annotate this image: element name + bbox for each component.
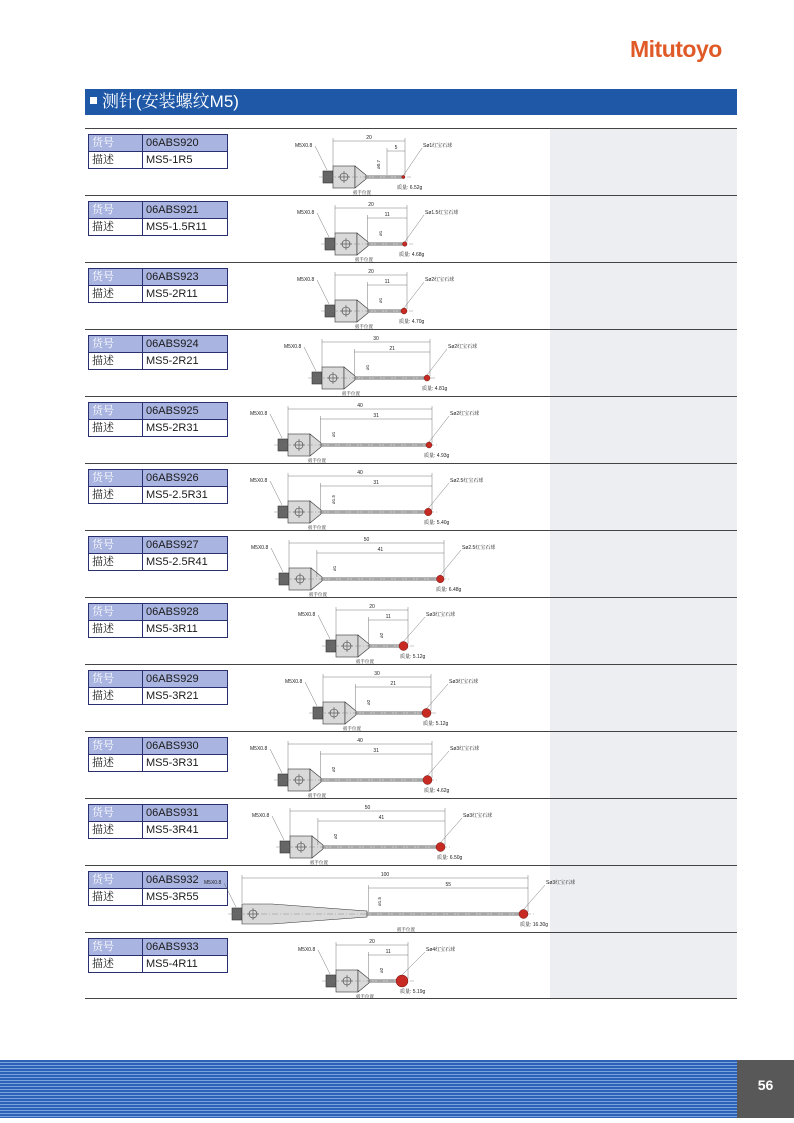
dim-len2-label: 41 <box>378 815 385 821</box>
desc-label: 描述 <box>89 219 143 235</box>
product-info-box <box>88 335 228 370</box>
thread-stub <box>312 372 322 384</box>
mass-label: 质量: 16.30g <box>520 922 549 928</box>
product-desc: MS5-2R31 <box>146 422 199 434</box>
dim-len2-label: 11 <box>385 949 391 955</box>
product-desc: MS5-1R5 <box>146 154 193 166</box>
body-crosshair-icon <box>342 307 350 315</box>
ball-leader <box>427 684 449 709</box>
desc-label: 描述 <box>89 554 143 570</box>
ball-label: Sø2.5红宝石球 <box>450 478 484 484</box>
product-row <box>85 463 737 530</box>
stylus-stem <box>367 913 524 915</box>
body-crosshair-icon <box>297 843 305 851</box>
product-desc: MS5-2.5R41 <box>146 556 208 568</box>
dim-total-label: 50 <box>363 537 370 543</box>
product-code: 06ABS925 <box>146 405 199 417</box>
thread-stub <box>278 774 288 786</box>
ball-leader <box>403 148 422 175</box>
thread-label: M5X0.8 <box>250 746 268 752</box>
product-row <box>85 597 737 664</box>
stem-diameter-label: ø2 <box>379 632 384 638</box>
ball-label: Sø3红宝石球 <box>463 813 493 819</box>
code-label: 货号 <box>89 604 143 620</box>
thread-label: M5X0.8 <box>204 880 222 886</box>
stylus-stem <box>369 645 404 647</box>
product-code: 06ABS932 <box>146 874 199 886</box>
footer-stripes <box>0 1060 737 1118</box>
desc-label: 描述 <box>89 152 143 168</box>
thread-stub <box>326 975 336 987</box>
thread-leader <box>270 749 282 773</box>
ball-label: Sø3红宝石球 <box>449 679 479 685</box>
product-info-box <box>88 268 228 303</box>
desc-label: 描述 <box>89 286 143 302</box>
mass-label: 质量: 4.70g <box>399 319 425 325</box>
desc-label: 描述 <box>89 688 143 704</box>
spanner-label: 扳手位置 <box>342 391 360 396</box>
product-desc: MS5-2.5R31 <box>146 489 208 501</box>
stylus-taper <box>310 434 321 456</box>
ball-label: Sø2红宝石球 <box>448 344 478 350</box>
ball-label: Sø3红宝石球 <box>450 746 480 752</box>
body-crosshair-icon <box>343 642 351 650</box>
stylus-stem <box>355 377 427 379</box>
code-label: 货号 <box>89 269 143 285</box>
stylus-stem <box>356 712 427 714</box>
stylus-taper <box>310 501 321 523</box>
ball-leader <box>524 885 546 910</box>
stylus-body <box>336 635 358 657</box>
body-crosshair-icon <box>295 508 303 516</box>
thread-stub <box>278 506 288 518</box>
product-desc: MS5-4R11 <box>146 958 198 970</box>
mass-label: 质量: 6.50g <box>437 855 463 861</box>
thread-leader <box>318 950 330 974</box>
code-label: 货号 <box>89 135 143 151</box>
ball-leader <box>429 416 449 442</box>
product-code: 06ABS920 <box>146 137 199 149</box>
ruby-ball <box>399 642 408 651</box>
desc-label: 描述 <box>89 755 143 771</box>
dim-total-label: 20 <box>368 202 374 208</box>
notes-column <box>550 732 737 798</box>
stem-diameter-label: ø2 <box>331 766 336 772</box>
spanner-label: 扳手位置 <box>310 860 328 865</box>
stylus-stem <box>368 310 404 312</box>
product-row <box>85 329 737 396</box>
dim-total-label: 50 <box>364 805 371 811</box>
product-row <box>85 530 737 597</box>
desc-label: 描述 <box>89 956 143 972</box>
ruby-ball <box>425 508 433 516</box>
mass-label: 质量: 5.12g <box>400 654 426 660</box>
thread-leader <box>271 548 283 572</box>
product-row <box>85 128 737 195</box>
thread-label: M5X0.8 <box>298 612 316 618</box>
code-label: 货号 <box>89 805 143 821</box>
mass-label: 质量: 5.12g <box>423 721 449 727</box>
thread-stub <box>325 305 335 317</box>
stylus-stem <box>368 243 405 245</box>
stylus-stem <box>323 846 441 848</box>
stylus-body <box>289 568 311 590</box>
thread-stub <box>323 171 333 183</box>
thread-label: M5X0.8 <box>298 947 316 953</box>
desc-label: 描述 <box>89 487 143 503</box>
body-crosshair-icon <box>340 173 348 181</box>
ball-label: Sø2.5红宝石球 <box>462 545 496 551</box>
thread-leader <box>318 615 330 639</box>
product-desc: MS5-3R31 <box>146 757 199 769</box>
ball-leader <box>404 617 426 642</box>
stylus-body <box>288 434 310 456</box>
thread-leader <box>272 816 284 840</box>
dim-total-label: 20 <box>366 135 372 141</box>
product-code: 06ABS924 <box>146 338 199 350</box>
body-crosshair-icon <box>296 575 304 583</box>
product-info-box <box>88 670 228 705</box>
ruby-ball <box>424 375 430 381</box>
thread-label: M5X0.8 <box>295 143 313 149</box>
spanner-label: 扳手位置 <box>356 994 374 998</box>
stylus-body <box>288 501 310 523</box>
dim-total-label: 40 <box>357 403 363 409</box>
dim-len2-label: 11 <box>385 614 391 620</box>
code-label: 货号 <box>89 537 143 553</box>
body-crosshair-icon <box>295 776 303 784</box>
notes-column <box>550 330 737 396</box>
product-info-box <box>88 938 228 973</box>
spanner-label: 扳手位置 <box>353 190 371 195</box>
ball-label: Sø3红宝石球 <box>426 612 456 618</box>
thread-stub <box>278 439 288 451</box>
thread-stub <box>279 573 289 585</box>
product-code: 06ABS927 <box>146 539 199 551</box>
stem-diameter-label: ø1.5 <box>377 896 382 906</box>
ruby-ball <box>519 910 528 919</box>
stem-diameter-label: ø1 <box>378 297 383 303</box>
body-crosshair-icon <box>249 910 257 918</box>
thread-label: M5X0.8 <box>250 411 268 417</box>
spanner-label: 扳手位置 <box>397 927 415 932</box>
product-row <box>85 664 737 731</box>
ball-leader <box>402 952 425 975</box>
product-desc: MS5-3R41 <box>146 824 199 836</box>
notes-column <box>550 531 737 597</box>
stem-diameter-label: ø2 <box>366 699 371 705</box>
ball-leader <box>405 215 424 242</box>
ruby-ball <box>402 175 405 178</box>
product-row <box>85 932 737 999</box>
spanner-label: 扳手位置 <box>356 659 374 664</box>
notes-column <box>550 464 737 530</box>
ball-label: Sø1.5红宝石球 <box>425 210 459 216</box>
product-code: 06ABS923 <box>146 271 199 283</box>
mass-label: 质量: 5.40g <box>424 520 450 526</box>
stylus-body <box>336 970 358 992</box>
ruby-ball <box>423 776 432 785</box>
product-info-box <box>88 469 228 504</box>
stylus-taper <box>358 635 369 657</box>
mass-label: 质量: 5.19g <box>400 989 426 995</box>
body-crosshair-icon <box>295 441 303 449</box>
product-desc: MS5-3R11 <box>146 623 198 635</box>
notes-column <box>550 129 737 195</box>
code-label: 货号 <box>89 872 143 888</box>
product-desc: MS5-3R55 <box>146 891 199 903</box>
desc-label: 描述 <box>89 621 143 637</box>
notes-column <box>550 196 737 262</box>
square-bullet-icon <box>90 97 97 104</box>
stylus-taper <box>355 166 366 188</box>
ball-leader <box>427 349 447 375</box>
spanner-label: 扳手位置 <box>308 793 326 798</box>
code-label: 货号 <box>89 403 143 419</box>
stem-diameter-label: ø1 <box>332 565 337 571</box>
thread-label: M5X0.8 <box>285 679 303 685</box>
thread-stub <box>325 238 335 250</box>
thread-label: M5X0.8 <box>297 210 315 216</box>
brand-logo: Mitutoyo <box>630 36 722 62</box>
ruby-ball <box>422 709 431 718</box>
product-row <box>85 396 737 463</box>
code-label: 货号 <box>89 939 143 955</box>
notes-column <box>550 799 737 865</box>
product-desc: MS5-1.5R11 <box>146 221 207 233</box>
body-crosshair-icon <box>342 240 350 248</box>
product-info-box <box>88 804 228 839</box>
notes-column <box>550 397 737 463</box>
ball-leader <box>404 282 424 308</box>
code-label: 货号 <box>89 202 143 218</box>
spanner-label: 扳手位置 <box>309 592 327 597</box>
desc-label: 描述 <box>89 822 143 838</box>
mass-label: 质量: 4.68g <box>399 252 425 258</box>
thread-stub <box>232 908 242 920</box>
ball-label: Sø2红宝石球 <box>450 411 480 417</box>
notes-column <box>550 598 737 664</box>
product-desc: MS5-2R21 <box>146 355 199 367</box>
dim-total-label: 20 <box>369 604 375 610</box>
product-row <box>85 865 737 932</box>
stylus-stem <box>366 176 404 178</box>
code-label: 货号 <box>89 671 143 687</box>
stylus-body <box>322 367 344 389</box>
dim-total-label: 30 <box>373 336 379 342</box>
thread-stub <box>280 841 290 853</box>
stylus-taper <box>312 836 323 858</box>
ball-leader <box>428 483 449 508</box>
ball-label: Sø2红宝石球 <box>425 277 455 283</box>
notes-column <box>550 933 737 998</box>
thread-label: M5X0.8 <box>297 277 315 283</box>
stylus-body <box>242 904 367 924</box>
thread-leader <box>270 481 282 505</box>
thread-leader <box>305 682 317 706</box>
product-info-box <box>88 871 228 906</box>
ruby-ball <box>426 442 432 448</box>
stylus-body <box>290 836 312 858</box>
product-code: 06ABS929 <box>146 673 199 685</box>
body-crosshair-icon <box>343 977 351 985</box>
dim-total-label: 30 <box>374 671 380 677</box>
mass-label: 质量: 4.62g <box>424 788 450 794</box>
code-label: 货号 <box>89 738 143 754</box>
dim-total-label: 20 <box>369 939 375 945</box>
desc-label: 描述 <box>89 889 143 905</box>
stylus-stem <box>369 980 402 982</box>
dim-len2-label: 21 <box>389 346 395 352</box>
thread-leader <box>270 414 282 438</box>
product-info-box <box>88 737 228 772</box>
stem-diameter-label: ø1 <box>378 230 383 236</box>
ball-label: Sø3红宝石球 <box>546 880 576 886</box>
desc-label: 描述 <box>89 420 143 436</box>
thread-label: M5X0.8 <box>252 813 270 819</box>
thread-label: M5X0.8 <box>250 478 268 484</box>
product-desc: MS5-2R11 <box>146 288 198 300</box>
stylus-body <box>335 300 357 322</box>
product-row <box>85 195 737 262</box>
thread-label: M5X0.8 <box>284 344 302 350</box>
notes-column <box>550 665 737 731</box>
code-label: 货号 <box>89 336 143 352</box>
dim-len2-label: 31 <box>373 480 379 486</box>
mass-label: 质量: 4.81g <box>422 386 448 392</box>
spanner-label: 扳手位置 <box>343 726 361 731</box>
code-label: 货号 <box>89 470 143 486</box>
product-info-box <box>88 402 228 437</box>
product-desc: MS5-3R21 <box>146 690 199 702</box>
ball-leader <box>441 818 463 843</box>
stylus-taper <box>311 568 322 590</box>
dim-len2-label: 55 <box>445 882 452 888</box>
stylus-stem <box>321 444 429 446</box>
stem-diameter-label: ø2 <box>333 833 338 839</box>
ruby-ball <box>396 975 408 987</box>
product-info-box <box>88 603 228 638</box>
ball-leader <box>440 550 461 575</box>
spanner-label: 扳手位置 <box>355 324 373 329</box>
spanner-label: 扳手位置 <box>308 458 326 463</box>
section-title: 测针(安装螺纹M5) <box>102 92 239 111</box>
product-info-box <box>88 201 228 236</box>
product-code: 06ABS931 <box>146 807 199 819</box>
notes-column <box>550 866 737 932</box>
ruby-ball <box>403 242 408 247</box>
dim-total-label: 100 <box>380 872 390 878</box>
thread-stub <box>313 707 323 719</box>
dim-total-label: 40 <box>357 738 363 744</box>
product-code: 06ABS933 <box>146 941 199 953</box>
dim-len2-label: 41 <box>377 547 384 553</box>
ball-label: Sø4红宝石球 <box>426 947 456 953</box>
mass-label: 质量: 4.93g <box>424 453 450 459</box>
spanner-label: 扳手位置 <box>355 257 373 262</box>
product-code: 06ABS928 <box>146 606 199 618</box>
stylus-taper <box>344 367 355 389</box>
thread-leader <box>317 280 329 304</box>
thread-leader <box>304 347 316 371</box>
stylus-body <box>335 233 357 255</box>
notes-column <box>550 263 737 329</box>
thread-leader <box>317 213 329 237</box>
body-crosshair-icon <box>329 374 337 382</box>
product-info-box <box>88 134 228 169</box>
stylus-taper <box>358 970 369 992</box>
dim-total-label: 20 <box>368 269 374 275</box>
stylus-body <box>288 769 310 791</box>
stylus-body <box>323 702 345 724</box>
stylus-taper <box>357 300 368 322</box>
stem-diameter-label: ø2 <box>379 967 384 973</box>
product-code: 06ABS926 <box>146 472 199 484</box>
product-code: 06ABS921 <box>146 204 199 216</box>
stylus-table <box>85 128 737 999</box>
stylus-taper <box>357 233 368 255</box>
product-row <box>85 731 737 798</box>
thread-label: M5X0.8 <box>251 545 269 551</box>
product-row <box>85 798 737 865</box>
stylus-stem <box>321 779 428 781</box>
stem-diameter-label: ø1 <box>331 431 336 437</box>
dim-len2-label: 21 <box>390 681 396 687</box>
thread-leader <box>315 146 327 170</box>
mass-label: 质量: 6.52g <box>397 185 423 191</box>
mass-label: 质量: 6.48g <box>436 587 462 593</box>
ball-label: Sø1红宝石球 <box>423 143 453 149</box>
stylus-stem <box>321 511 429 513</box>
ruby-ball <box>437 575 445 583</box>
stem-diameter-label: ø0.7 <box>376 159 381 169</box>
stylus-taper <box>310 769 321 791</box>
dim-len2-label: 31 <box>373 413 379 419</box>
ruby-ball <box>401 308 407 314</box>
stylus-taper <box>345 702 356 724</box>
dim-len2-label: 11 <box>384 212 390 218</box>
section-title-bar <box>85 89 737 115</box>
product-info-box <box>88 536 228 571</box>
stylus-stem <box>322 578 441 580</box>
spanner-label: 扳手位置 <box>308 525 326 530</box>
desc-label: 描述 <box>89 353 143 369</box>
product-code: 06ABS930 <box>146 740 199 752</box>
ball-leader <box>428 751 450 776</box>
product-row <box>85 262 737 329</box>
thread-stub <box>326 640 336 652</box>
dim-total-label: 40 <box>357 470 363 476</box>
stem-diameter-label: ø1 <box>365 364 370 370</box>
stylus-body <box>333 166 355 188</box>
stem-diameter-label: ø1.5 <box>331 494 336 504</box>
dim-len2-label: 31 <box>373 748 379 754</box>
page-number: 56 <box>737 1060 794 1118</box>
ruby-ball <box>436 843 445 852</box>
dim-len2-label: 11 <box>384 279 390 285</box>
body-crosshair-icon <box>330 709 338 717</box>
dim-len2-label: 5 <box>394 145 398 151</box>
